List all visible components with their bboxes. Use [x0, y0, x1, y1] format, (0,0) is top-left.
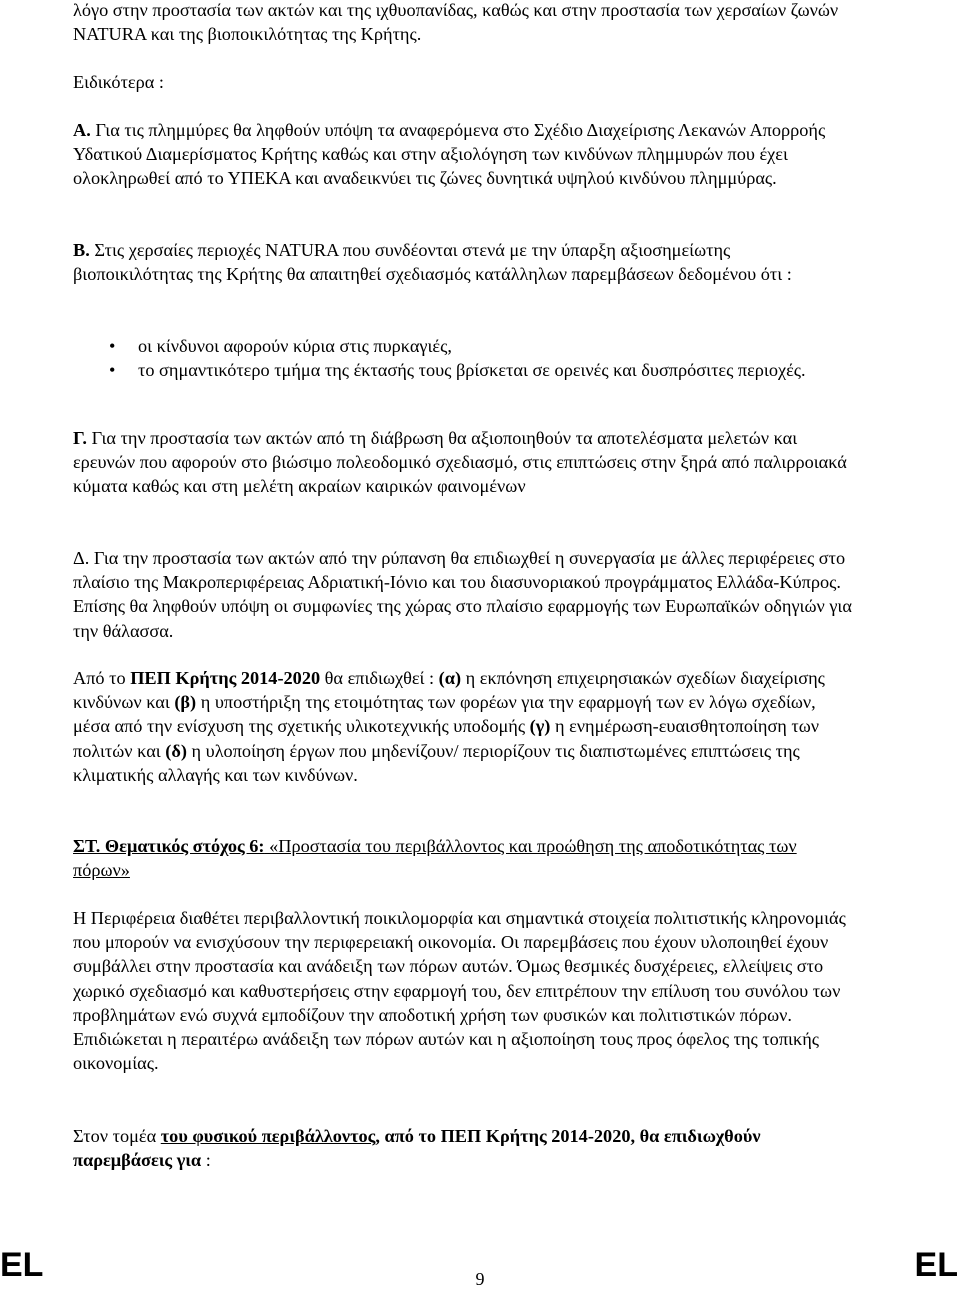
paragraph-sector-text: :	[201, 1150, 211, 1171]
bullet-icon: •	[109, 336, 116, 356]
paragraph-d-text: Δ. Για την προστασία των ακτών από την ρύπανση θα επιδιωχθεί η συνεργασία με άλλες περιφέρειες στο πλαίσιο της Μακροπεριφέρειας Αδριατική-Ιόνιο και του διασυνοριακού προγράμματος Ελλάδα-Κύπρος. Επίσης θα ληφθούν υπόψη οι συμφωνίες της χώρας στο πλαίσιο εφαρμογής των Ευρωπαϊκών οδηγιών για την θάλασσα.	[73, 548, 852, 641]
item-marker-d: (δ)	[165, 740, 187, 761]
paragraph-b-letter: Β.	[73, 240, 90, 260]
paragraph-intro-text: λόγο στην προστασία των ακτών και της ιχθυοπανίδας, καθώς και στην προστασία των χερσαίων ζωνών NATURA και της βιοποικιλότητας της Κρήτης.	[73, 0, 839, 45]
risk-bullet-list	[73, 334, 853, 382]
paragraph-pep-text: Από το	[73, 668, 131, 688]
thematic-heading-bold: ΣΤ. Θεματικός στόχος 6:	[73, 836, 265, 856]
paragraph-a-text: Για τις πλημμύρες θα ληφθούν υπόψη τα αναφερόμενα στο Σχέδιο Διαχείρισης Λεκανών Απορροής Υδατικού Διαμερίσματος Κρήτης καθώς και στην αξιολόγηση των κινδύνων πλημμυρών που έχει ολοκληρωθεί από το ΥΠΕΚΑ και αναδεικνύει τις ζώνες δυνητικά υψηλού κινδύνου πλημμύρας.	[73, 120, 826, 189]
item-marker-b: (β)	[174, 692, 197, 713]
sector-bold: , από το ΠΕΠ Κρήτης 2014-2020, θα επιδιωχθούν παρεμβάσεις για	[73, 1126, 761, 1171]
thematic-objective-heading	[73, 834, 853, 882]
bullet-icon: •	[109, 360, 116, 381]
paragraph-a	[73, 118, 853, 191]
footer-language-right: EL	[914, 1246, 958, 1284]
paragraph-sector-text: Στον τομέα	[73, 1126, 161, 1146]
thematic-heading-underlined	[73, 836, 797, 880]
paragraph-pep-text: θα επιδιωχθεί :	[320, 668, 439, 688]
paragraph-b-text: Στις χερσαίες περιοχές NATURA που συνδέονται στενά με την ύπαρξη αξιοσημείωτης βιοποικιλότητας της Κρήτης θα απαιτηθεί σχεδιασμός κατάλληλων παρεμβάσεων δεδομένου ότι :	[73, 240, 792, 285]
paragraph-pep	[73, 666, 853, 787]
paragraph-region	[73, 906, 853, 1075]
sector-underlined: του φυσικού περιβάλλοντος	[160, 1126, 376, 1146]
paragraph-sector	[73, 1124, 853, 1172]
paragraph-specifically	[73, 70, 853, 94]
page-number: 9	[475, 1269, 485, 1289]
paragraph-b	[73, 238, 853, 286]
paragraph-c	[73, 426, 853, 499]
paragraph-pep-text: η εκπόνηση επιχειρησιακών σχεδίων διαχείρισης κινδύνων και	[73, 668, 825, 713]
item-marker-a: (α)	[438, 668, 462, 688]
item-marker-c: (γ)	[529, 716, 551, 737]
list-item-text: το σημαντικότερο τμήμα της έκτασής τους βρίσκεται σε ορεινές και δυσπρόσιτες περιοχές.	[138, 360, 806, 381]
paragraph-pep-text: η υλοποίηση έργων που μηδενίζουν/ περιορίζουν τις διαπιστωμένες επιπτώσεις της κλιματικής αλλαγής και των κινδύνων.	[73, 740, 800, 785]
paragraph-c-letter: Γ.	[73, 428, 87, 448]
list-item	[73, 358, 853, 382]
thematic-heading-title: «Προστασία του περιβάλλοντος και προώθηση της αποδοτικότητας των πόρων»	[73, 836, 797, 881]
pep-title: ΠΕΠ Κρήτης 2014-2020	[130, 668, 321, 688]
paragraph-pep-text: η ενημέρωση-ευαισθητοποίηση των πολιτών και	[73, 716, 820, 761]
paragraph-region-text: Η Περιφέρεια διαθέτει περιβαλλοντική ποικιλομορφία και σημαντικά στοιχεία πολιτιστικής κληρονομιάς που μπορούν να ενισχύσουν την περιφερειακή οικονομία. Οι παρεμβάσεις που έχουν υλοποιηθεί έχουν συμβάλλει στην προστασία και ανάδειξη των πόρων αυτών. Όμως θεσμικές δυσχέρειες, ελλείψεις στο χωρικό σχεδιασμό και καθυστερήσεις στην εφαρμογή του, δεν επιτρέπουν την επίλυση του συνόλου των προβλημάτων ενώ συχνά εμποδίζουν την αποδοτική χρήση των φυσικών και πολιτιστικών πόρων. Επιδιώκεται η περαιτέρω ανάδειξη των πόρων αυτών και η αξιοποίηση τους προς όφελος της τοπικής οικονομίας.	[73, 908, 846, 1074]
paragraph-pep-text: η υποστήριξη της ετοιμότητας των φορέων για την εφαρμογή των εν λόγω σχεδίων, μέσα από την ενίσχυση της σχετικής υλικοτεχνικής υποδομής	[73, 692, 816, 737]
paragraph-c-text: Για την προστασία των ακτών από τη διάβρωση θα αξιοποιηθούν τα αποτελέσματα μελετών και ερευνών που αφορούν στο βιώσιμο πολεοδομικό σχεδιασμό, στις επιπτώσεις στην ξηρά από παλιρροιακά κύματα καθώς και στη μελέτη ακραίων καιρικών φαινομένων	[73, 428, 847, 497]
list-item-text: οι κίνδυνοι αφορούν κύρια στις πυρκαγιές,	[138, 336, 452, 356]
paragraph-d	[73, 546, 853, 643]
paragraph-a-letter: Α.	[73, 120, 91, 140]
paragraph-intro	[73, 0, 853, 46]
list-item	[73, 334, 853, 358]
paragraph-specifically-text: Ειδικότερα :	[73, 72, 164, 92]
footer-language-left: EL	[0, 1246, 44, 1284]
